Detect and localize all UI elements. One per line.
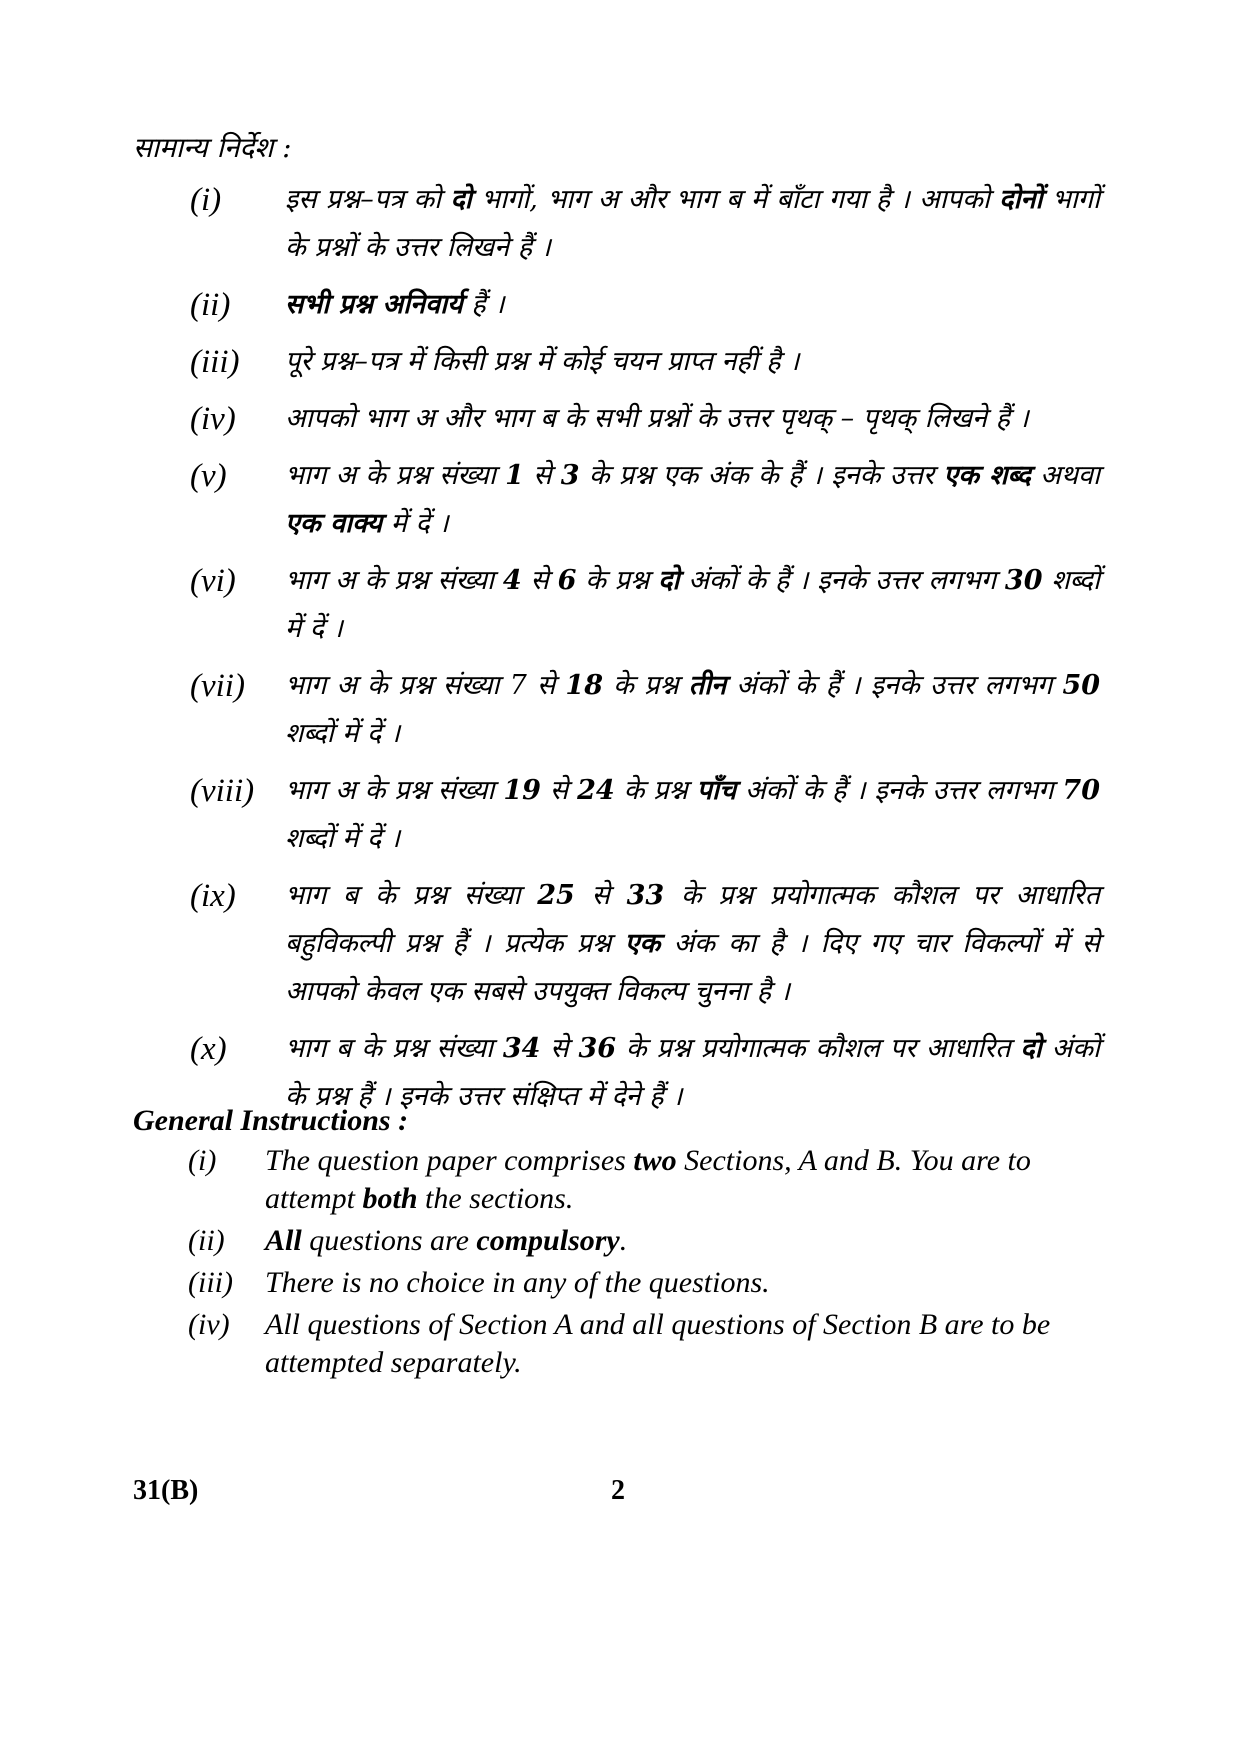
item-text: भाग अ के प्रश्न संख्या 7 से 18 के प्रश्न तीन अंकों के हैं । इनके उत्तर लगभग 50 शब्दों में दें । xyxy=(285,670,1101,749)
hindi-instructions-list xyxy=(190,176,1100,1130)
item-number: (vii) xyxy=(190,668,245,704)
item-text: इस प्रश्न–पत्र को दो भागों, भाग अ और भाग ब में बाँटा गया है । आपको दोनों भागों के प्रश्नों के उत्तर लिखने हैं । xyxy=(285,184,1100,263)
item-number: (ii) xyxy=(190,287,231,323)
item-text: भाग ब के प्रश्न संख्या 25 से 33 के प्रश्न प्रयोगात्मक कौशल पर आधारित बहुविकल्पी प्रश्न हैं । प्रत्येक प्रश्न एक अंक का है । दिए गए चार विकल्पों में से आपको केवल एक सबसे उपयुक्त विकल्प चुनना है । xyxy=(285,880,1100,1007)
english-instructions-list xyxy=(188,1142,1096,1386)
english-instruction-item xyxy=(188,1264,1096,1302)
page-number: 2 xyxy=(611,1475,625,1506)
hindi-instruction-item xyxy=(190,767,1100,863)
english-instruction-item xyxy=(188,1222,1096,1260)
hindi-instruction-item xyxy=(190,662,1100,758)
item-text: भाग अ के प्रश्न संख्या 4 से 6 के प्रश्न दो अंकों के हैं । इनके उत्तर लगभग 30 शब्दों में दें । xyxy=(285,565,1100,644)
item-number: (iv) xyxy=(188,1308,230,1341)
hindi-instruction-item xyxy=(190,872,1100,1016)
item-number: (i) xyxy=(188,1144,217,1177)
hindi-instruction-item xyxy=(190,281,1100,329)
item-number: (iv) xyxy=(190,401,236,437)
item-number: (i) xyxy=(190,182,222,218)
item-number: (ix) xyxy=(190,878,236,914)
hindi-instruction-item xyxy=(190,395,1100,443)
item-number: (ii) xyxy=(188,1224,225,1257)
english-instructions-heading: General Instructions : xyxy=(133,1104,409,1137)
item-number: (vi) xyxy=(190,563,236,599)
hindi-instruction-item xyxy=(190,176,1100,272)
hindi-instruction-item xyxy=(190,557,1100,653)
english-instruction-item xyxy=(188,1306,1096,1382)
item-text: भाग अ के प्रश्न संख्या 1 से 3 के प्रश्न एक अंक के हैं । इनके उत्तर एक शब्द अथवा एक वाक्य में दें । xyxy=(285,460,1101,539)
hindi-instruction-item xyxy=(190,452,1100,548)
item-text: भाग ब के प्रश्न संख्या 34 से 36 के प्रश्न प्रयोगात्मक कौशल पर आधारित दो अंकों के प्रश्न हैं । इनके उत्तर संक्षिप्त में देने हैं । xyxy=(285,1033,1100,1112)
hindi-instructions-heading: सामान्य निर्देश : xyxy=(133,131,292,164)
item-text: The question paper comprises two Sections, A and B. You are to attempt both the sections. xyxy=(265,1144,1031,1215)
item-text: आपको भाग अ और भाग ब के सभी प्रश्नों के उत्तर पृथक् – पृथक् लिखने हैं । xyxy=(285,403,1029,434)
item-text: There is no choice in any of the questions. xyxy=(265,1266,770,1299)
english-instruction-item xyxy=(188,1142,1096,1218)
item-text: पूरे प्रश्न–पत्र में किसी प्रश्न में कोई चयन प्राप्त नहीं है । xyxy=(285,346,800,377)
item-number: (iii) xyxy=(190,344,240,380)
item-number: (viii) xyxy=(190,773,255,809)
item-text: All questions are compulsory. xyxy=(265,1224,628,1257)
item-number: (v) xyxy=(190,458,227,494)
item-text: सभी प्रश्न अनिवार्य हैं । xyxy=(285,289,505,320)
hindi-instruction-item xyxy=(190,338,1100,386)
item-number: (iii) xyxy=(188,1266,233,1299)
item-text: भाग अ के प्रश्न संख्या 19 से 24 के प्रश्न पाँच अंकों के हैं । इनके उत्तर लगभग 70 शब्दों में दें । xyxy=(285,775,1100,854)
item-text: All questions of Section A and all questions of Section B are to be attempted separately. xyxy=(265,1308,1051,1379)
item-number: (x) xyxy=(190,1031,227,1067)
paper-code: 31(B) xyxy=(133,1475,199,1506)
